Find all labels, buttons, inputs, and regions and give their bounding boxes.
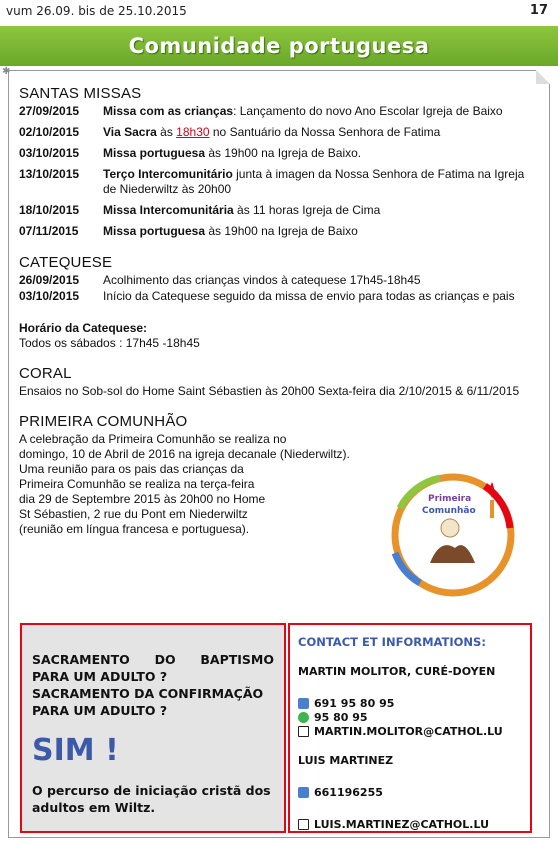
horario-title: Horário da Catequese:	[19, 321, 148, 335]
item-detail: às 11 horas Igreja de Cima	[233, 203, 381, 217]
contact-whatsapp-1[interactable]: 95 80 95	[298, 710, 522, 724]
time-link[interactable]: 18h30	[176, 125, 210, 139]
item-date: 18/10/2015	[19, 203, 80, 217]
contact-box	[288, 623, 532, 833]
item-event: Missa Intercomunitária	[103, 203, 234, 217]
pin-icon: ✱	[2, 66, 11, 77]
list-item	[19, 273, 539, 288]
missas-list	[19, 104, 539, 239]
percurso-text: O percurso de iniciação cristã dos adultos em Wiltz.	[32, 783, 271, 815]
date-range: vum 26.09. bis de 25.10.2015	[6, 4, 187, 18]
item-date: 27/09/2015	[19, 104, 80, 118]
item-event: Missa portuguesa	[103, 224, 206, 238]
section-banner: Comunidade portuguesa	[0, 26, 558, 66]
logo-text-1: Primeira	[428, 494, 472, 504]
item-date: 03/10/2015	[19, 146, 80, 160]
coral-title: CORAL	[19, 365, 72, 382]
item-date: 02/10/2015	[19, 125, 80, 139]
item-detail: Acolhimento das crianças vindos à catequese 17h45-18h45	[103, 273, 421, 287]
phone-icon	[298, 698, 309, 709]
contact-name-2: LUIS MARTINEZ	[298, 754, 394, 767]
list-item	[19, 146, 539, 161]
comunhao-title: PRIMEIRA COMUNHÃO	[19, 413, 188, 430]
item-detail: às 19h00 na Igreja de Baixo.	[205, 146, 362, 160]
item-date: 03/10/2015	[19, 289, 80, 303]
coral-text: Ensaios no Sob-sol do Home Saint Sébastien às 20h00 Sexta-feira dia 2/10/2015 & 6/11/2015	[19, 384, 520, 398]
item-detail: Início da Catequese seguido da missa de envio para todas as crianças e pais	[103, 289, 515, 303]
page-fold-corner	[536, 70, 550, 84]
contact-email-1[interactable]: MARTIN.MOLITOR@CATHOL.LU	[298, 724, 522, 738]
list-item	[19, 125, 539, 140]
item-date: 07/11/2015	[19, 224, 79, 238]
item-detail: às	[156, 125, 177, 139]
item-detail: junta à imagen da Nossa Senhora de Fatima na Igreja de Niederwiltz às 20h00	[103, 167, 525, 196]
missas-title: SANTAS MISSAS	[19, 85, 142, 102]
item-event: Missa com as crianças	[103, 104, 234, 118]
item-detail: no Santuário da Nossa Senhora de Fatima	[209, 125, 441, 139]
primeira-comunhao-logo	[380, 468, 530, 603]
baptism-question: SACRAMENTO DO BAPTISMO	[32, 652, 274, 667]
contact-title: CONTACT ET INFORMATIONS:	[298, 635, 486, 649]
contact-phone-1[interactable]: 691 95 80 95	[298, 696, 522, 710]
sim-heading: SIM !	[32, 733, 119, 768]
list-item	[19, 104, 539, 119]
contact-phone-2[interactable]: 661196255	[298, 785, 522, 799]
mail-icon	[298, 819, 309, 830]
item-date: 26/09/2015	[19, 273, 80, 287]
mail-icon	[298, 726, 309, 737]
item-event: Terço Intercomunitário	[103, 167, 233, 181]
phone-icon	[298, 787, 309, 798]
page-header	[0, 0, 558, 26]
contact-name-1: MARTIN MOLITOR, CURÉ-DOYEN	[298, 665, 496, 678]
confirmation-question: SACRAMENTO DA CONFIRMAÇÃO	[32, 686, 264, 701]
adult-sacrament-box: SACRAMENTO DO BAPTISMO PARA UM ADULTO ? SACRAMENTO DA CONFIRMAÇÃO PARA UM ADULTO ? SIM ! O percurso de iniciação cristã dos adultos em Wiltz.	[20, 623, 286, 833]
whatsapp-icon	[298, 712, 309, 723]
catequese-title: CATEQUESE	[19, 254, 113, 271]
item-date: 13/10/2015	[19, 167, 80, 181]
horario-text: Todos os sábados : 17h45 -18h45	[19, 336, 200, 350]
list-item	[19, 224, 539, 239]
contact-email-2[interactable]: LUIS.MARTINEZ@CATHOL.LU	[298, 817, 522, 831]
list-item	[19, 289, 539, 304]
item-event: Via Sacra	[103, 125, 157, 139]
item-event: Missa portuguesa	[103, 146, 206, 160]
page-number: 17	[529, 3, 548, 18]
list-item	[19, 203, 539, 218]
item-detail: : Lançamento do novo Ano Escolar Igreja de Baixo	[233, 104, 503, 118]
list-item	[19, 167, 539, 197]
item-detail: às 19h00 na Igreja de Baixo	[205, 224, 358, 238]
comunhao-text: A celebração da Primeira Comunhão se realiza no domingo, 10 de Abril de 2016 na igreja decanale (Niederwiltz). Uma reunião para os pais das crianças da Primeira Comunhão se realiza na terça-feira dia 29 de Septembre 2015 às 20h00 no Home St Sébastien, 2 rue du Pont em Niederwiltz (reunião em língua francesa e portuguesa).	[19, 432, 350, 536]
logo-text-2: Comunhão	[422, 506, 476, 516]
